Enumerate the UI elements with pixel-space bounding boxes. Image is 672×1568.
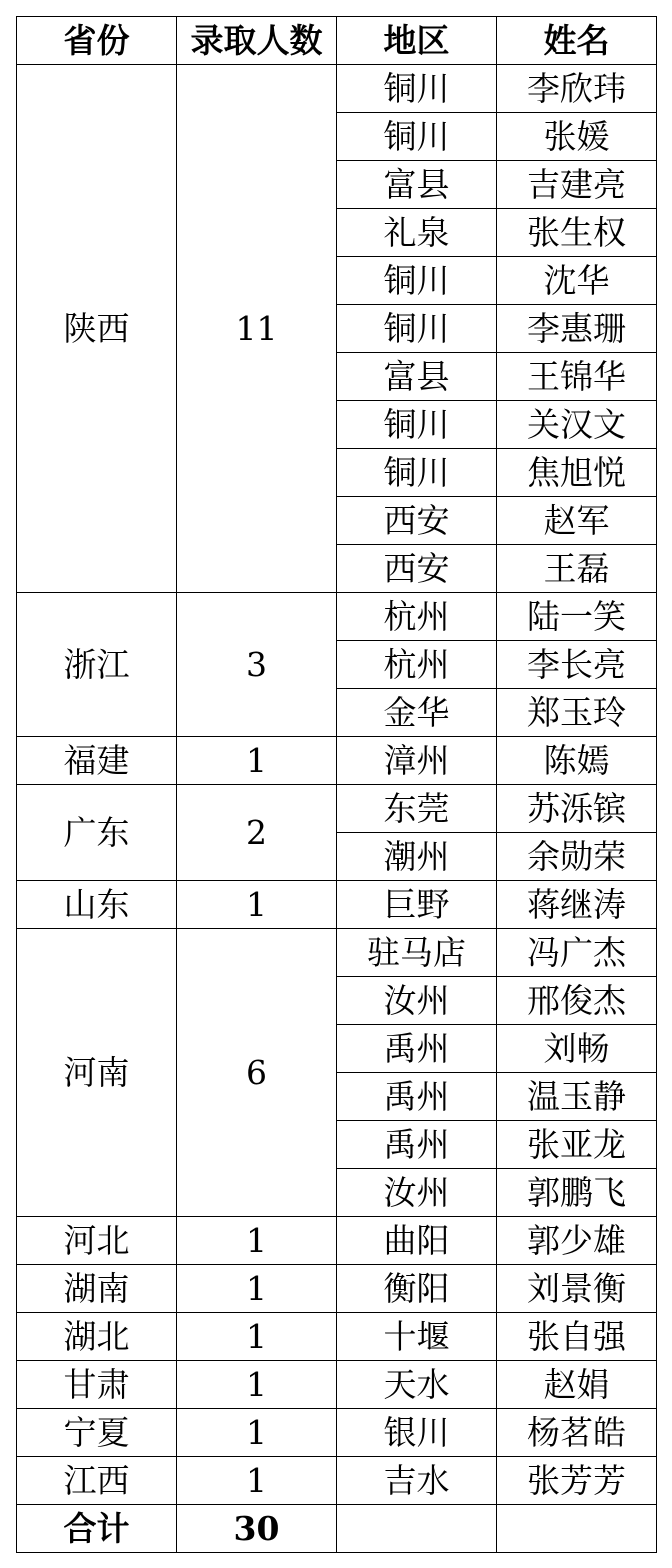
count-cell: 1 [177, 1217, 337, 1265]
region-cell: 金华 [337, 689, 497, 737]
province-cell: 宁夏 [17, 1409, 177, 1457]
region-cell: 东莞 [337, 785, 497, 833]
student-name-cell: 刘景衡 [497, 1265, 657, 1313]
total-row [17, 1505, 657, 1553]
region-cell: 铜川 [337, 65, 497, 113]
count-cell: 1 [177, 737, 337, 785]
table-row [17, 881, 657, 929]
region-cell: 禹州 [337, 1121, 497, 1169]
region-cell: 吉水 [337, 1457, 497, 1505]
count-cell: 1 [177, 1409, 337, 1457]
total-value: 30 [177, 1505, 337, 1553]
province-cell: 广东 [17, 785, 177, 881]
student-name-cell: 郭少雄 [497, 1217, 657, 1265]
table-row [17, 737, 657, 785]
table-row [17, 1217, 657, 1265]
region-cell: 十堰 [337, 1313, 497, 1361]
region-cell: 衡阳 [337, 1265, 497, 1313]
student-name-cell: 邢俊杰 [497, 977, 657, 1025]
province-cell: 山东 [17, 881, 177, 929]
region-cell: 曲阳 [337, 1217, 497, 1265]
region-cell: 汝州 [337, 1169, 497, 1217]
student-name-cell: 陆一笑 [497, 593, 657, 641]
total-label: 合计 [17, 1505, 177, 1553]
student-name-cell: 张生权 [497, 209, 657, 257]
table-row [17, 785, 657, 833]
province-cell: 福建 [17, 737, 177, 785]
table-row [17, 1409, 657, 1457]
region-cell: 汝州 [337, 977, 497, 1025]
student-name-cell: 郑玉玲 [497, 689, 657, 737]
student-name-cell: 沈华 [497, 257, 657, 305]
region-cell: 富县 [337, 161, 497, 209]
region-cell: 铜川 [337, 305, 497, 353]
count-cell: 1 [177, 881, 337, 929]
table-row [17, 929, 657, 977]
student-name-cell: 温玉静 [497, 1073, 657, 1121]
header-count: 录取人数 [177, 17, 337, 65]
count-cell: 11 [177, 65, 337, 593]
count-cell: 6 [177, 929, 337, 1217]
region-cell: 铜川 [337, 449, 497, 497]
region-cell: 西安 [337, 545, 497, 593]
region-cell: 富县 [337, 353, 497, 401]
table-body [17, 65, 657, 1505]
province-cell: 湖南 [17, 1265, 177, 1313]
student-name-cell: 陈嫣 [497, 737, 657, 785]
region-cell: 禹州 [337, 1025, 497, 1073]
region-cell: 巨野 [337, 881, 497, 929]
region-cell: 驻马店 [337, 929, 497, 977]
count-cell: 2 [177, 785, 337, 881]
student-name-cell: 张媛 [497, 113, 657, 161]
student-name-cell: 冯广杰 [497, 929, 657, 977]
region-cell: 铜川 [337, 401, 497, 449]
region-cell: 潮州 [337, 833, 497, 881]
student-name-cell: 赵娟 [497, 1361, 657, 1409]
count-cell: 1 [177, 1313, 337, 1361]
student-name-cell: 郭鹏飞 [497, 1169, 657, 1217]
student-name-cell: 杨茗皓 [497, 1409, 657, 1457]
student-name-cell: 吉建亮 [497, 161, 657, 209]
count-cell: 3 [177, 593, 337, 737]
count-cell: 1 [177, 1457, 337, 1505]
region-cell: 礼泉 [337, 209, 497, 257]
table-row [17, 1265, 657, 1313]
count-cell: 1 [177, 1265, 337, 1313]
admission-table [16, 16, 657, 1553]
count-cell: 1 [177, 1361, 337, 1409]
student-name-cell: 蒋继涛 [497, 881, 657, 929]
student-name-cell: 余勋荣 [497, 833, 657, 881]
region-cell: 禹州 [337, 1073, 497, 1121]
total-name-empty [497, 1505, 657, 1553]
region-cell: 铜川 [337, 113, 497, 161]
table-row [17, 1361, 657, 1409]
student-name-cell: 李长亮 [497, 641, 657, 689]
region-cell: 西安 [337, 497, 497, 545]
province-cell: 江西 [17, 1457, 177, 1505]
table-row [17, 1313, 657, 1361]
student-name-cell: 王锦华 [497, 353, 657, 401]
table-row [17, 65, 657, 113]
region-cell: 杭州 [337, 641, 497, 689]
header-province: 省份 [17, 17, 177, 65]
province-cell: 河北 [17, 1217, 177, 1265]
region-cell: 漳州 [337, 737, 497, 785]
province-cell: 陕西 [17, 65, 177, 593]
student-name-cell: 李欣玮 [497, 65, 657, 113]
province-cell: 浙江 [17, 593, 177, 737]
student-name-cell: 刘畅 [497, 1025, 657, 1073]
student-name-cell: 张亚龙 [497, 1121, 657, 1169]
student-name-cell: 张芳芳 [497, 1457, 657, 1505]
region-cell: 铜川 [337, 257, 497, 305]
student-name-cell: 焦旭悦 [497, 449, 657, 497]
student-name-cell: 李惠珊 [497, 305, 657, 353]
student-name-cell: 张自强 [497, 1313, 657, 1361]
header-row [17, 17, 657, 65]
student-name-cell: 赵军 [497, 497, 657, 545]
province-cell: 甘肃 [17, 1361, 177, 1409]
table-row [17, 1457, 657, 1505]
region-cell: 杭州 [337, 593, 497, 641]
header-name: 姓名 [497, 17, 657, 65]
region-cell: 银川 [337, 1409, 497, 1457]
total-region-empty [337, 1505, 497, 1553]
table-row [17, 593, 657, 641]
student-name-cell: 关汉文 [497, 401, 657, 449]
province-cell: 河南 [17, 929, 177, 1217]
region-cell: 天水 [337, 1361, 497, 1409]
province-cell: 湖北 [17, 1313, 177, 1361]
student-name-cell: 王磊 [497, 545, 657, 593]
student-name-cell: 苏泺镔 [497, 785, 657, 833]
header-region: 地区 [337, 17, 497, 65]
